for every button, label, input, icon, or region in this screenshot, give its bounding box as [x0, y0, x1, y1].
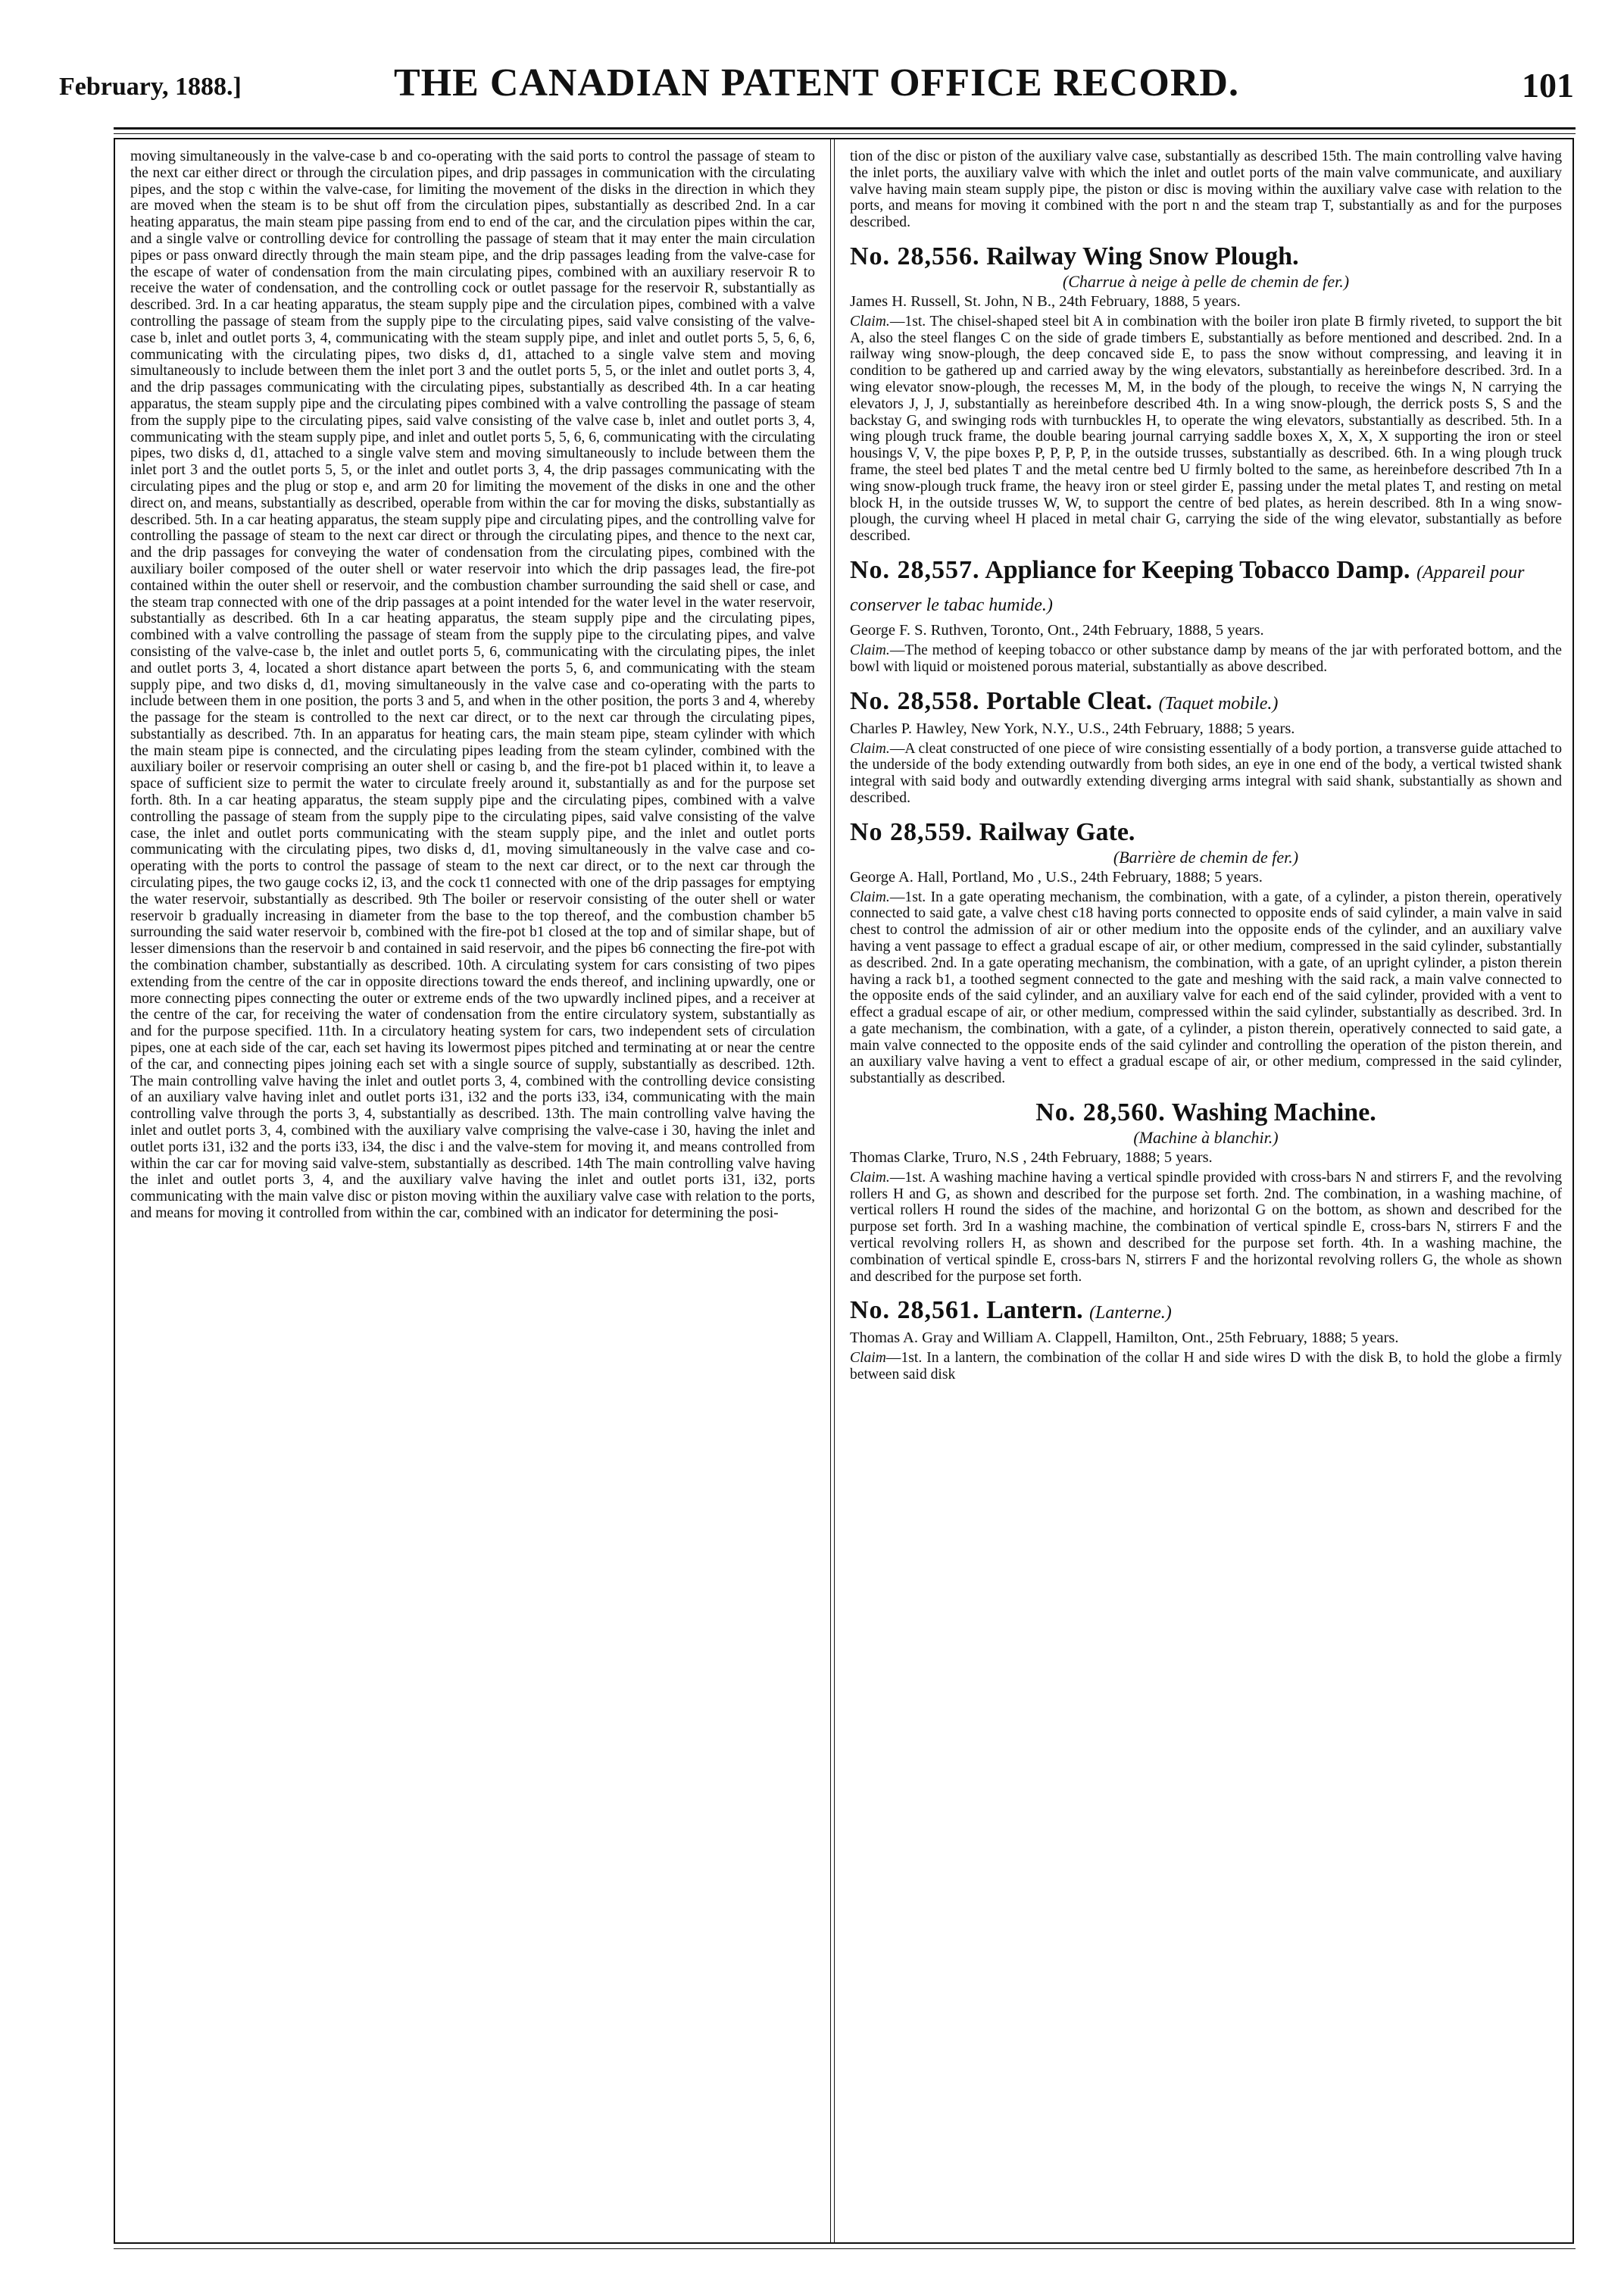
- claim-text: —1st. A washing machine having a vertical spindle provided with cross-bars N and stirrers F, and the revolving rollers H and G, as shown and described for the purpose set forth. 2nd. The combination, in a washing machine, of vertical rollers H round the sides of the machine, and horizontal G on the bottom, as shown and described for the purpose set forth. 3rd In a washing machine, the combination of vertical spindle E, cross-bars N, stirrers F and the vertical revolving rollers H, as shown and described for the purpose set forth. 4th. In a washing machine, the combination of vertical spindle E, cross-bars N, stirrers F and the horizontal revolving rollers G, the whole as shown and described for the purpose set forth.: [850, 1169, 1562, 1285]
- patent-inventor: Thomas Clarke, Truro, N.S , 24th February, 1888; 5 years.: [850, 1148, 1213, 1166]
- claim-label: Claim: [850, 1350, 886, 1367]
- patent-title: Appliance for Keeping Tobacco Damp.: [985, 555, 1410, 584]
- patent-french-title: (Lanterne.): [1089, 1303, 1172, 1323]
- patent-inventor: Thomas A. Gray and William A. Clappell, Hamilton, Ont., 25th February, 1888; 5 years.: [850, 1329, 1399, 1347]
- header-rule: [114, 127, 1576, 130]
- patent-claim: [850, 741, 1562, 807]
- claim-text: —1st. In a gate operating mechanism, the combination, with a gate, of a cylinder, a piston therein, operatively connected to said gate, a valve chest c18 having ports connected to opposite ends of said cylinder, a main valve in said chest to control the admission of air or other medium into the opposite ends of the cylinder, and an auxiliary valve having a vent passage to effect a gradual escape of air, or other medium, compressed in the said cylinder, substantially as described. 2nd. In a gate operating mechanism, the combination, with a gate, of an upright cylinder, a piston therein having a rack b1, a toothed segment connected to the gate and meshing with the said rack, a main valve connected to the opposite ends of the said cylinder, and an auxiliary valve for each end of the said cylinder, provided with a vent to effect a gradual escape of air, or other medium, compressed within the said cylinder, substantially as described. 3rd. In a gate mechanism, the combination, with a gate, of a cylinder, a piston therein, operatively connected to said gate, a main valve connected to the opposite ends of the said cylinder and controlling the operation of the piston therein, and an auxiliary valve having a vent to effect a gradual escape of air, or other medium, compressed in the said cylinder, substantially as described.: [850, 889, 1562, 1087]
- header-date: February, 1888.]: [59, 73, 242, 101]
- patent-title: Railway Wing Snow Plough.: [986, 242, 1299, 270]
- patent-inventor: James H. Russell, St. John, N B., 24th February, 1888, 5 years.: [850, 292, 1241, 310]
- column-divider: [830, 138, 835, 2244]
- patent-inventor: Charles P. Hawley, New York, N.Y., U.S., 24th February, 1888; 5 years.: [850, 720, 1295, 737]
- patent-french-title: (Barrière de chemin de fer.): [1113, 847, 1299, 867]
- patent-inventor: George A. Hall, Portland, Mo , U.S., 24th February, 1888; 5 years.: [850, 868, 1263, 886]
- patent-heading: [850, 242, 1562, 272]
- patent-french-title: (Machine à blanchir.): [1133, 1128, 1279, 1148]
- patent-claim: [850, 1170, 1562, 1286]
- right-column: [850, 148, 1562, 2232]
- claim-label: Claim.: [850, 642, 890, 658]
- patent-entry-28559: [850, 817, 1562, 1087]
- patent-title: Railway Gate.: [979, 817, 1135, 846]
- left-column-text: moving simultaneously in the valve-case b and co-operating with the said ports to control the passage of steam to the next car either direct or through the circulation pipes, and drip passages in communication with the circulating pipes, and the stop c within the valve-case, for limiting the movement of the disks in the direction in which they are moved when the steam is to be shut off from the circulation pipes, substantially as described 2nd. In a car heating apparatus, the main steam pipe passing from end to end of the car, and the circulation pipes within the car, and a single valve or controlling device for controlling the passage of steam that it may enter the main circulation pipes or pass onward directly through the main steam pipe, and the drip passages leading from the valve-case for the escape of water of condensation from the main circulating pipes, combined with an auxiliary reservoir R to receive the water of condensation, and the controlling cock or outlet passage for the reservoir R, substantially as described. 3rd. In a car heating apparatus, the steam supply pipe and the circulation pipes, combined with a valve controlling the passage of steam from the supply pipe to the circulating pipes, said valve consisting of the valve-case b, inlet and outlet ports 3, 4, communicating with the steam supply pipe, and inlet and outlet ports 5, 5, 6, 6, communicating with the circulating pipes, two disks d, d1, attached to a single valve stem and moving simultaneously to include between them the inlet port 3 and the outlet ports 5, 5, or the inlet and outlet ports 3, 4, and the drip passages communicating with the circulating pipes, substantially as described 4th. In a car heating apparatus, the steam supply pipe and the circulating pipes combined with a valve controlling the passage of steam from the supply pipe to the circulating pipes, said valve consisting of the valve case b, inlet and outlet ports 3, 4, communicating with the steam supply pipe, and inlet and outlet ports 5, 5, 6, 6, communicating with the circulating pipes, two disks d, d1, attached to a single valve stem and moving simultaneously to include between them the inlet port 3 and the outlet ports 5, 5, or the inlet and outlet ports 3, 4, the drip passages communicating with the circulating pipes and the plug or stop e, and arm 20 for limiting the movement of the disks in one and the other direct on, and means, substantially as described, operable from within the car for moving the disks, substantially as described. 5th. In a car heating apparatus, the steam supply pipe and circulating pipes, and the controlling valve for controlling the passage of steam to the next car direct or through the circulating pipes, and thence to the next car, and the drip passages for conveying the water of condensation from the circulating pipes, combined with the auxiliary boiler composed of the outer shell or water reservoir into which the drip passages lead, the fire-pot contained within the outer shell or reservoir, and the combustion chamber surrounding the said shell or case, and the steam trap connected with one of the drip passages at a point intended for the water level in the water reservoir, substantially as described. 6th In a car heating apparatus, the steam supply pipe and the circulating pipes, combined with a valve controlling the passage of steam from the supply pipe to the circulating pipes, and valve consisting of the valve-case b, the inlet and outlet ports 5, 6, communicating with the circulating pipes, the inlet and outlet ports 3, 4, located a short distance apart between the ports 5, 6, and communicating with the steam supply pipe, and two disks d, d1, moving simultaneously in the valve case and co-operating with the parts to include between them in one position, the ports 3 and 5, and when in the other position, the ports 3 and 4, whereby the passage for the steam is controlled to the next car direct, or to the next car through the circulating pipes, substantially as described. 7th. In an apparatus for heating cars, the main steam pipe, steam cylinder with which the main steam pipe is connected, and the circulating pipes leading from the steam cylinder, combined with the auxiliary boiler or reservoir comprising an outer shell or casing b, and the fire-pot b1 placed within it, to leave a space of sufficient size to permit the water to circulate freely around it, substantially as and for the purpose set forth. 8th. In a car heating apparatus, the steam supply pipe and the circulating pipes, combined with a valve controlling the passage of steam from the supply pipe to the circulating pipes, said valve consisting of the valve case, the inlet and outlet ports communicating with the steam supply pipe, and the inlet and outlet ports communicating with the circulating pipes, two disks d, d1, moving simultaneously in the valve case and co-operating with the ports to control the passage of steam to the next car direct, or to the next car through the circulating pipes, the two gauge cocks i2, i3, and the cock t1 connected with one of the drip passages for emptying the water reservoir, substantially as described. 9th The boiler or reservoir consisting of the outer shell or water reservoir b gradually increasing in diameter from the base to the top thereof, and the combustion chamber b5 surrounding the said water reservoir b, combined with the fire-pot b1 closed at the top and of similar shape, but of lesser dimensions than the reservoir b and contained in said reservoir, and the pipes b6 connecting the fire-pot with the combination chamber, substantially as described. 10th. A circulating system for cars consisting of two pipes extending from the centre of the car in opposite directions toward the ends thereof, and inclining upwardly, one or more connecting pipes connecting the outer or extreme ends of the two upwardly inclined pipes, and a receiver at the centre of the car, for receiving the water of condensation from the entire circulatory system, substantially as and for the purpose specified. 11th. In a circulatory heating system for cars, two independent sets of circulation pipes, one at each side of the car, each set having its lowermost pipes pitched and terminating at or near the centre of the car, and connecting pipes joining each set with a single source of supply, substantially as described. 12th. The main controlling valve having the inlet and outlet ports 3, 4, combined with the controlling device consisting of an auxiliary valve having inlet and outlet ports i31, i32 and the ports i33, i34, communicating with the main controlling valve through the ports 3, 4, substantially as described. 13th. The main controlling valve having the inlet and outlet ports 3, 4, combined with the auxiliary valve comprising the valve-case i 30, having the inlet and outlet ports i31, i32 and the ports i33, i34, the disc i and the valve-stem for moving it, and means controlled from within the car car for moving said valve-stem, substantially as described. 14th The main controlling valve having the inlet and outlet ports 3, 4, and the auxiliary valve having the inlet and outlet ports i31, i32, ports communicating with the main valve disc or piston moving within the auxiliary valve case with relation to the ports, and means for moving it controlled from within the car, combined with an indicator for determining the posi-: [130, 148, 815, 1221]
- patent-entry-28557: [850, 555, 1562, 676]
- patent-inventor: George F. S. Ruthven, Toronto, Ont., 24th February, 1888, 5 years.: [850, 621, 1264, 639]
- footer-rule: [114, 2248, 1576, 2249]
- patent-entry-28560: [850, 1098, 1562, 1285]
- patent-claim: [850, 1350, 1562, 1383]
- patent-entry-28561: [850, 1295, 1562, 1383]
- patent-heading: [850, 1295, 1562, 1328]
- claim-label: Claim.: [850, 740, 890, 757]
- patent-claim: [850, 889, 1562, 1088]
- patent-heading: [850, 686, 1562, 719]
- patent-entry-28558: [850, 686, 1562, 807]
- claim-text: —A cleat constructed of one piece of wire consisting essentially of a body portion, a transverse guide attached to the underside of the body extending outwardly from both sides, an eye in one end of the body, a vertical twisted shank integral with said body and outwardly extending diverging arms integral with said shank, substantially as shown and described.: [850, 740, 1562, 806]
- page-header: [59, 59, 1574, 127]
- claim-text: —1st. In a lantern, the combination of the collar H and side wires D with the disk B, to hold the globe a firmly between said disk: [850, 1350, 1562, 1383]
- page-number: 101: [1522, 66, 1574, 105]
- patent-number: No. 28,560.: [1035, 1098, 1166, 1127]
- patent-title: Portable Cleat.: [986, 686, 1153, 715]
- patent-number: No. 28,557.: [850, 555, 980, 584]
- continuation-text: tion of the disc or piston of the auxiliary valve case, substantially as described 15th. The main controlling valve having the inlet ports, the auxiliary valve with which the inlet and outlet ports of the main valve communicate, and auxiliary valve having main steam supply pipe, the piston or disc is moving within the auxiliary valve case with relation to the ports, and means for moving it combined with the port n and the steam trap T, substantially as and for the purposes described.: [850, 148, 1562, 231]
- patent-number: No. 28,558.: [850, 686, 980, 715]
- patent-claim: [850, 642, 1562, 676]
- patent-entry-28556: [850, 242, 1562, 545]
- patent-title: Washing Machine.: [1171, 1098, 1376, 1127]
- patent-french-title: (Charrue à neige à pelle de chemin de fer.): [1062, 271, 1350, 291]
- patent-heading: [850, 555, 1562, 620]
- left-column: [130, 148, 815, 2232]
- header-rule-thin: [114, 133, 1576, 134]
- patent-title: Lantern.: [986, 1296, 1083, 1325]
- claim-label: Claim.: [850, 889, 890, 905]
- patent-claim: [850, 314, 1562, 545]
- patent-heading: [850, 1098, 1562, 1128]
- claim-text: —1st. The chisel-shaped steel bit A in combination with the boiler iron plate B firmly riveted, to support the bit A, also the steel flanges C on the side of grade timbers E, substantially as before mentioned and described. 2nd. In a railway wing snow-plough, the deep concaved side E, to pass the snow without compressing, and leaving it in condition to be gathered up and carried away by the wing elevators, substantially as hereinbefore described. 3rd. In a wing elevator snow-plough, the recesses M, M, in the body of the plough, to receive the wings N, N carrying the elevators J, J, J, substantially as hereinbefore described 4th. In a wing snow-plough, the derrick posts S, S and the backstay G, and swinging rods with turnbuckles H, to operate the wing elevators, substantially as described. 5th. In a wing plough truck frame, the double bearing journal carrying saddle boxes X, X, X, X supporting the iron or steel housings V, V, the pipe boxes P, P, P, P, in the outside trusses, substantially as described. 6th. In a wing plough truck frame, the steel bed plates T and the metal centre bed U firmly bolted to the same, as hereinbefore described 7th In a wing snow-plough truck frame, the heavy iron or steel girder E, passing under the metal plates T, and resting on metal block H, in the outside trusses W, W, to support the centre of bed plates, as herein described. 8th In a wing snow-plough, the curving wheel H placed in metal chair G, carrying the side of the wing elevator, substantially as before described.: [850, 313, 1562, 545]
- claim-label: Claim.: [850, 1169, 890, 1186]
- header-title: THE CANADIAN PATENT OFFICE RECORD.: [394, 61, 1239, 105]
- patent-french-title: (Appareil pour conserver le tabac humide.): [850, 562, 1525, 615]
- claim-label: Claim.: [850, 313, 890, 330]
- claim-text: —The method of keeping tobacco or other substance damp by means of the jar with perforated bottom, and the bowl with liquid or moistened porous material, substantially as above described.: [850, 642, 1562, 675]
- patent-number: No. 28,561.: [850, 1296, 980, 1325]
- patent-french-title: (Taquet mobile.): [1158, 693, 1279, 714]
- patent-heading: [850, 817, 1562, 848]
- patent-number: No 28,559.: [850, 817, 973, 846]
- patent-number: No. 28,556.: [850, 242, 980, 270]
